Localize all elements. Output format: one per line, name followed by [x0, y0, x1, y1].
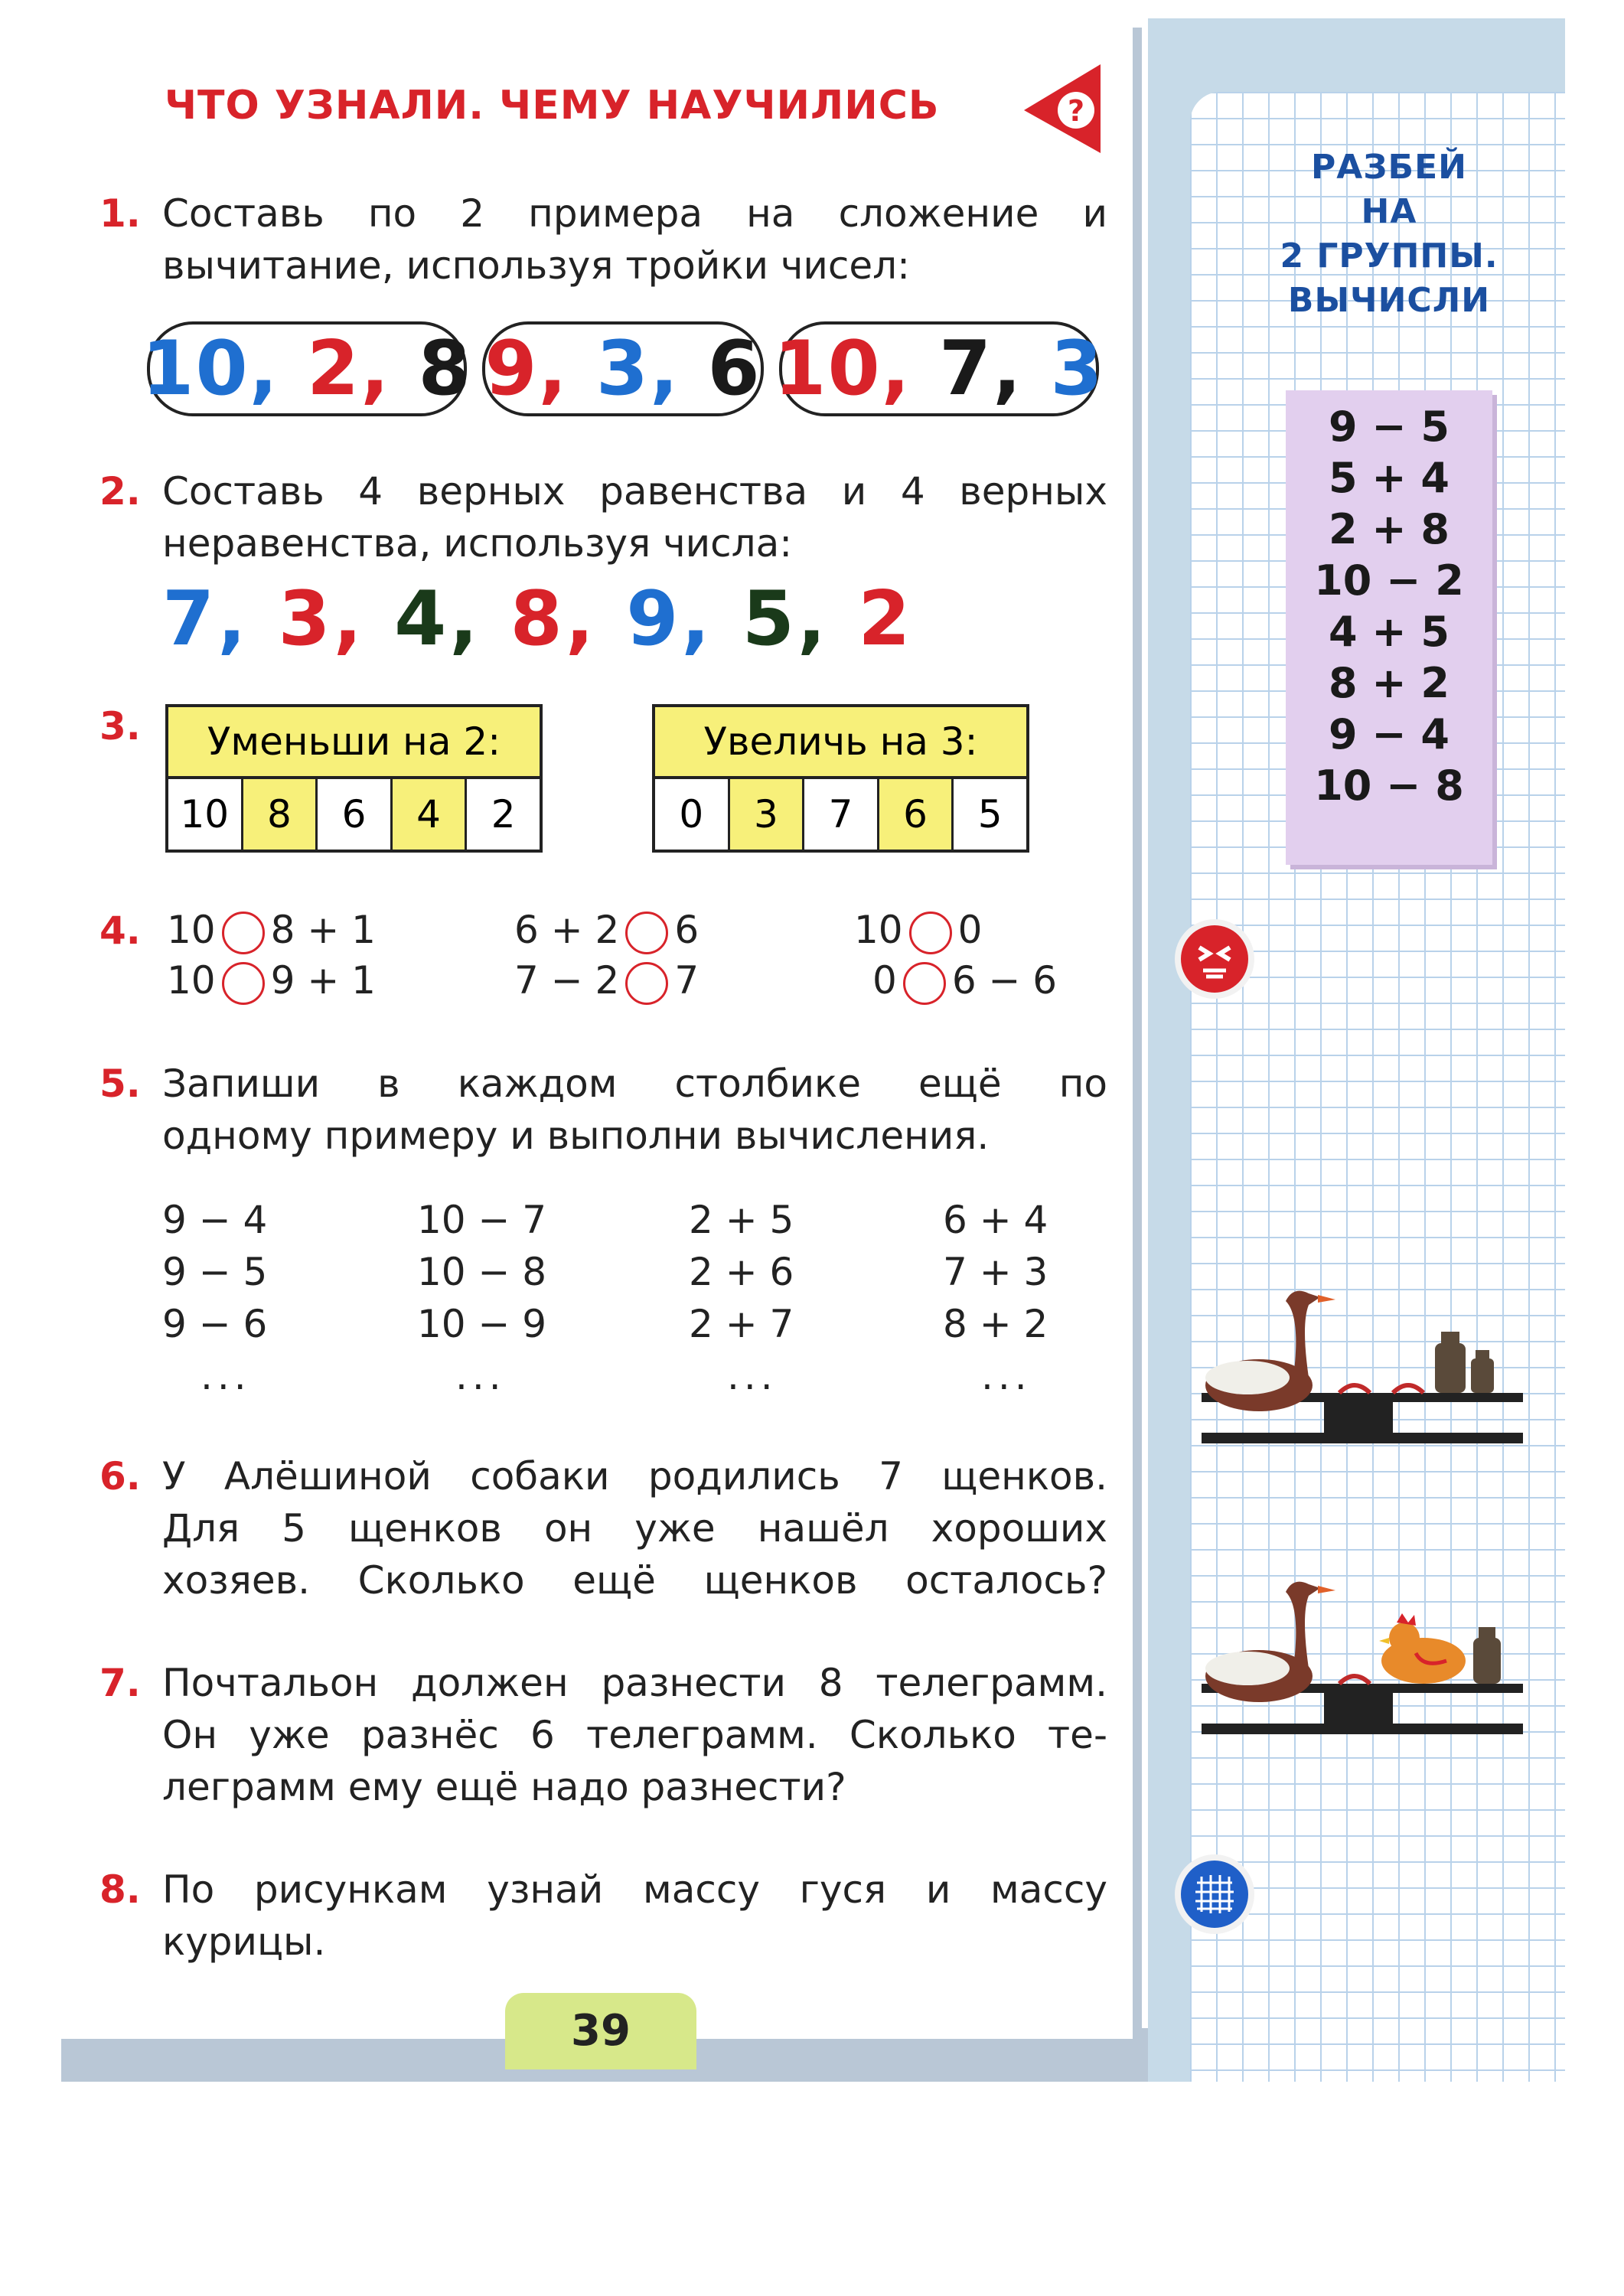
compare-circle[interactable] [625, 962, 668, 1005]
sidebar-example: 10 − 2 [1314, 556, 1464, 605]
goose-scale-picture [1186, 1270, 1531, 1477]
task-8-line-1: По рисункам узнай массу гуся и массу [162, 1867, 1107, 1912]
task-7-line-3: леграмм ему ещё надо разнести? [162, 1765, 846, 1809]
triple-3-c: 3 [1050, 325, 1104, 413]
task-8-line-2: курицы. [162, 1919, 326, 1964]
grid-icon [1172, 1852, 1257, 1936]
increase-cell: 3 [730, 779, 805, 850]
triple-1 [142, 321, 472, 416]
decrease-cell: 8 [243, 779, 318, 850]
increase-header: Увеличь на 3: [655, 707, 1026, 779]
triple-1-c: 8 [418, 325, 472, 413]
task-5-line-2: одному примеру и выполни вычисления. [162, 1114, 990, 1158]
sidebar-example: 5 + 4 [1329, 454, 1450, 502]
sidebar-example: 4 + 5 [1329, 608, 1450, 656]
task-7-line-2: Он уже разнёс 6 телеграмм. Сколько те- [162, 1713, 1107, 1757]
task-8-number: 8. [99, 1867, 141, 1912]
triple-3-a: 10, [774, 325, 911, 413]
page-number: 39 [505, 1993, 696, 2069]
task-5-line-1: Запиши в каждом столбике ещё по [162, 1062, 1107, 1106]
decrease-cell: 2 [491, 792, 516, 837]
example-column-1: 9 − 4 9 − 5 9 − 6 ... [162, 1198, 268, 1398]
task-1-line-2: вычитание, используя тройки чисел: [162, 243, 910, 288]
task-1-line-1: Составь по 2 примера на сложение и [162, 191, 1107, 236]
task-6-line-1: У Алёшиной собаки родились 7 щенков. [162, 1454, 1107, 1499]
task-5-number: 5. [99, 1062, 141, 1106]
task-4-number: 4. [99, 908, 141, 953]
decrease-cell: 10 [168, 779, 243, 850]
number-4: 8, [510, 576, 598, 663]
decrease-cell: 4 [393, 779, 468, 850]
example-column-3: 2 + 5 2 + 6 2 + 7 ... [689, 1198, 794, 1398]
task-6-line-3: хозяев. Сколько ещё щенков осталось? [162, 1558, 1107, 1603]
task-2-line-1: Составь 4 верных равенства и 4 верных [162, 469, 1107, 514]
comparison: 10 0 [854, 908, 982, 954]
increase-table [652, 704, 1029, 853]
decrease-cell: 6 [318, 779, 393, 850]
task-2-number: 2. [99, 469, 141, 514]
example-column-4: 6 + 4 7 + 3 8 + 2 ... [943, 1198, 1048, 1398]
number-1: 7, [162, 576, 249, 663]
number-5: 9, [626, 576, 713, 663]
triple-2-a: 9, [484, 325, 569, 413]
sidebar-example: 10 − 8 [1314, 762, 1464, 810]
task-6-line-2: Для 5 щенков он уже нашёл хороших [162, 1506, 1107, 1551]
task-1-number: 1. [99, 191, 141, 236]
increase-cell: 0 [655, 779, 730, 850]
number-2: 3, [278, 576, 365, 663]
comparison: 0 6 − 6 [872, 958, 1057, 1005]
comparison: 10 9 + 1 [167, 958, 376, 1005]
goose-chicken-scale-picture [1186, 1554, 1531, 1776]
task-2-line-2: неравенства, используя числа: [162, 521, 793, 566]
question-mark: ? [1067, 94, 1085, 128]
number-6: 5, [742, 576, 830, 663]
increase-cell: 6 [879, 779, 954, 850]
sidebar-example: 8 + 2 [1329, 659, 1450, 707]
compare-circle[interactable] [625, 912, 668, 954]
task-7-line-1: Почтальон должен разнести 8 телеграмм. [162, 1661, 1107, 1705]
increase-cell: 5 [977, 792, 1003, 837]
decrease-header: Уменьши на 2: [168, 707, 540, 779]
triple-1-b: 2, [307, 325, 391, 413]
number-7: 2 [858, 576, 914, 663]
triple-1-a: 10, [142, 325, 279, 413]
triple-3 [774, 321, 1104, 416]
example-column-2: 10 − 7 10 − 8 10 − 9 ... [417, 1198, 547, 1398]
question-icon [1024, 63, 1108, 155]
task-3-number: 3. [99, 704, 141, 748]
page-title: ЧТО УЗНАЛИ. ЧЕМУ НАУЧИЛИСЬ [165, 83, 940, 129]
triple-2 [482, 321, 764, 416]
compare-circle[interactable] [903, 962, 946, 1005]
sidebar-example: 9 − 4 [1329, 710, 1450, 758]
sidebar-title: РАЗБЕЙ НА 2 ГРУППЫ. ВЫЧИСЛИ [1280, 148, 1498, 320]
comparison: 7 − 2 7 [514, 958, 699, 1005]
triple-2-c: 6 [707, 325, 761, 413]
think-icon [1172, 917, 1257, 1001]
comparison: 10 8 + 1 [167, 908, 376, 954]
increase-cell: 7 [804, 779, 879, 850]
sidebar-examples [1286, 390, 1492, 865]
task-7-number: 7. [99, 1661, 141, 1705]
sidebar-example: 9 − 5 [1329, 403, 1450, 451]
triple-3-b: 7, [939, 325, 1023, 413]
comparison: 6 + 2 6 [514, 908, 699, 954]
number-set [162, 576, 913, 663]
compare-circle[interactable] [222, 912, 265, 954]
task-6-number: 6. [99, 1454, 141, 1499]
compare-circle[interactable] [222, 962, 265, 1005]
sidebar-example: 2 + 8 [1329, 505, 1450, 553]
number-3: 4, [394, 576, 481, 663]
decrease-table [165, 704, 543, 853]
triple-2-b: 3, [595, 325, 680, 413]
compare-circle[interactable] [909, 912, 952, 954]
